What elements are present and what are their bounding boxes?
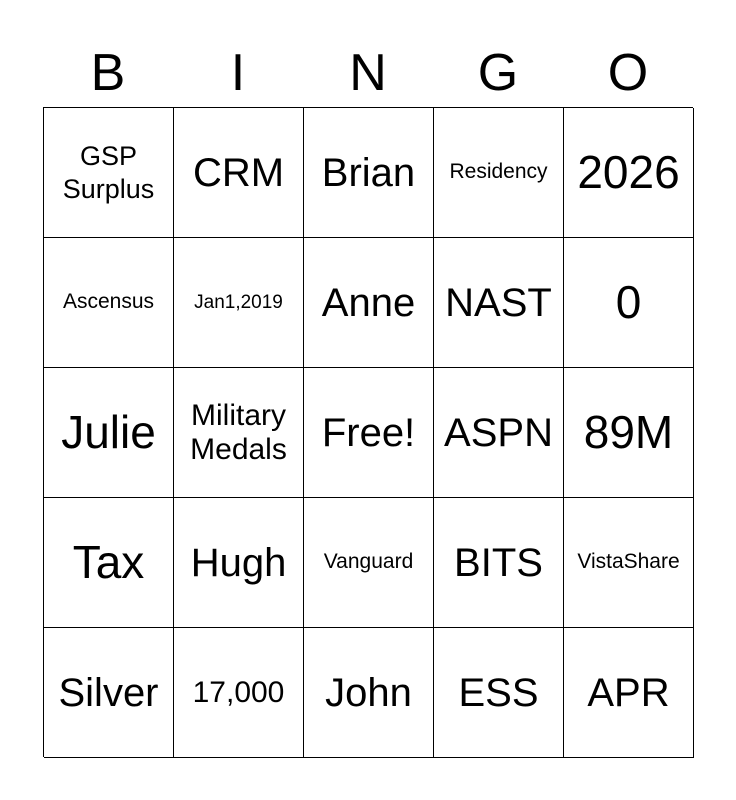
- bingo-cell[interactable]: ESS: [434, 628, 564, 758]
- bingo-cell[interactable]: Silver: [44, 628, 174, 758]
- bingo-cell[interactable]: John: [304, 628, 434, 758]
- bingo-cell[interactable]: 89M: [564, 368, 694, 498]
- free-space-cell[interactable]: Free!: [304, 368, 434, 498]
- bingo-cell[interactable]: Tax: [44, 498, 174, 628]
- bingo-cell[interactable]: Julie: [44, 368, 174, 498]
- bingo-cell[interactable]: Anne: [304, 238, 434, 368]
- bingo-cell[interactable]: 2026: [564, 108, 694, 238]
- bingo-cell[interactable]: VistaShare: [564, 498, 694, 628]
- bingo-cell[interactable]: Vanguard: [304, 498, 434, 628]
- bingo-cell[interactable]: Jan1,2019: [174, 238, 304, 368]
- bingo-cell[interactable]: Brian: [304, 108, 434, 238]
- header-letter-b: B: [90, 44, 126, 102]
- bingo-cell[interactable]: 17,000: [174, 628, 304, 758]
- bingo-board: [43, 107, 693, 757]
- bingo-cell[interactable]: ASPN: [434, 368, 564, 498]
- bingo-cell[interactable]: NAST: [434, 238, 564, 368]
- bingo-cell[interactable]: GSP Surplus: [44, 108, 174, 238]
- bingo-cell[interactable]: Residency: [434, 108, 564, 238]
- header-letter-g: G: [477, 44, 519, 102]
- header-letter-o: O: [607, 44, 649, 102]
- bingo-cell[interactable]: APR: [564, 628, 694, 758]
- header-letter-i: I: [230, 44, 246, 102]
- header-letter-n: N: [349, 44, 387, 102]
- bingo-cell[interactable]: BITS: [434, 498, 564, 628]
- bingo-cell[interactable]: CRM: [174, 108, 304, 238]
- bingo-header: [43, 40, 693, 106]
- bingo-cell[interactable]: Hugh: [174, 498, 304, 628]
- bingo-cell[interactable]: 0: [564, 238, 694, 368]
- bingo-cell[interactable]: Ascensus: [44, 238, 174, 368]
- bingo-cell[interactable]: Military Medals: [174, 368, 304, 498]
